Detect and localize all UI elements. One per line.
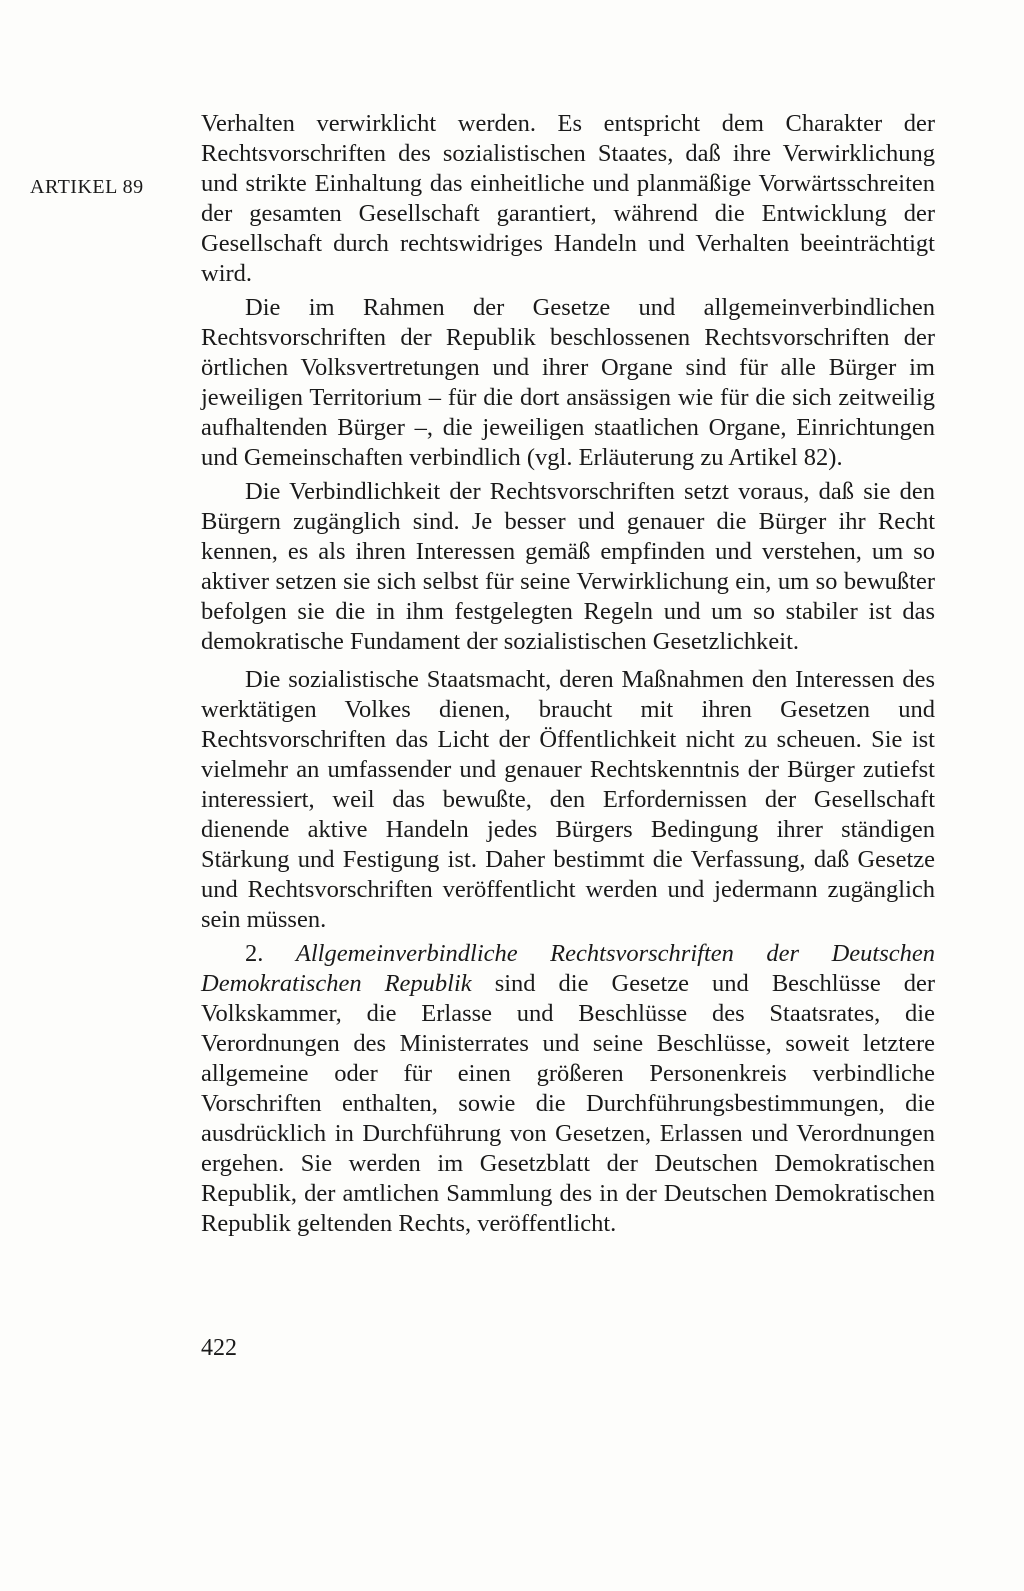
paragraph-1: Verhalten verwirklicht werden. Es entspricht dem Charakter der Rechtsvorschriften des sozialistischen Staates, daß ihre Verwirklichung und strikte Einhaltung das einheitliche und planmäßige Vorwärtsschreiten der gesamten Gesellschaft garantiert, während die Entwicklung der Gesellschaft durch rechtswidriges Handeln und Verhalten beeinträchtigt wird. bbox=[201, 110, 935, 287]
page-number: 422 bbox=[201, 1335, 237, 1361]
body-text bbox=[201, 109, 935, 1243]
article-margin-label: ARTIKEL 89 bbox=[30, 176, 144, 198]
paragraph-4: Die sozialistische Staatsmacht, deren Maßnahmen den Interessen des werktätigen Volkes dienen, braucht mit ihren Gesetzen und Rechtsvorschriften das Licht der Öffentlichkeit nicht zu scheuen. Sie ist vielmehr an umfassender und genauer Rechtskenntnis der Bürger zutiefst interessiert, weil das bewußte, den Erfordernissen der Gesellschaft dienende aktive Handeln jedes Bürgers Bedingung ihrer ständigen Stärkung und Festigung ist. Daher bestimmt die Verfassung, daß Gesetze und Rechtsvorschriften veröffentlicht werden und jedermann zugänglich sein müssen. bbox=[201, 666, 935, 933]
paragraph-5 bbox=[201, 939, 935, 1239]
paragraph-3: Die Verbindlichkeit der Rechtsvorschriften setzt voraus, daß sie den Bürgern zugänglich sind. Je besser und genauer die Bürger ihr Recht kennen, es als ihren Interessen gemäß empfinden und verstehen, um so aktiver setzen sie sich selbst für seine Verwirklichung ein, um so bewußter befolgen sie die in ihm festgelegten Regeln und um so stabiler ist das demokratische Fundament der sozialistischen Gesetzlichkeit. bbox=[201, 478, 935, 655]
section-italic-heading: Allgemeinverbindliche Rechtsvorschriften der Deutschen Demokratischen Republik bbox=[201, 940, 935, 997]
section-number: 2. bbox=[245, 940, 264, 967]
paragraph-2: Die im Rahmen der Gesetze und allgemeinverbindlichen Rechtsvorschriften der Republik beschlossenen Rechtsvorschriften der örtlichen Volksvertretungen und ihrer Organe sind für alle Bürger im jeweiligen Territorium – für die dort ansässigen wie für die sich zeitweilig aufhaltenden Bürger –, die jeweiligen staatlichen Organe, Einrichtungen und Gemeinschaften verbindlich (vgl. Erläuterung zu Artikel 82). bbox=[201, 294, 935, 471]
section-body: sind die Gesetze und Beschlüsse der Volkskammer, die Erlasse und Beschlüsse des Staatsrates, die Verordnungen des Ministerrates und seine Beschlüsse, soweit letztere allgemeine oder für einen größeren Personenkreis verbindliche Vorschriften enthalten, sowie die Durchführungsbestimmungen, die ausdrücklich in Durchführung von Gesetzen, Erlassen und Verordnungen ergehen. Sie werden im Gesetzblatt der Deutschen Demokratischen Republik, der amtlichen Sammlung des in der Deutschen Demokratischen Republik geltenden Rechts, veröffentlicht. bbox=[201, 970, 936, 1237]
